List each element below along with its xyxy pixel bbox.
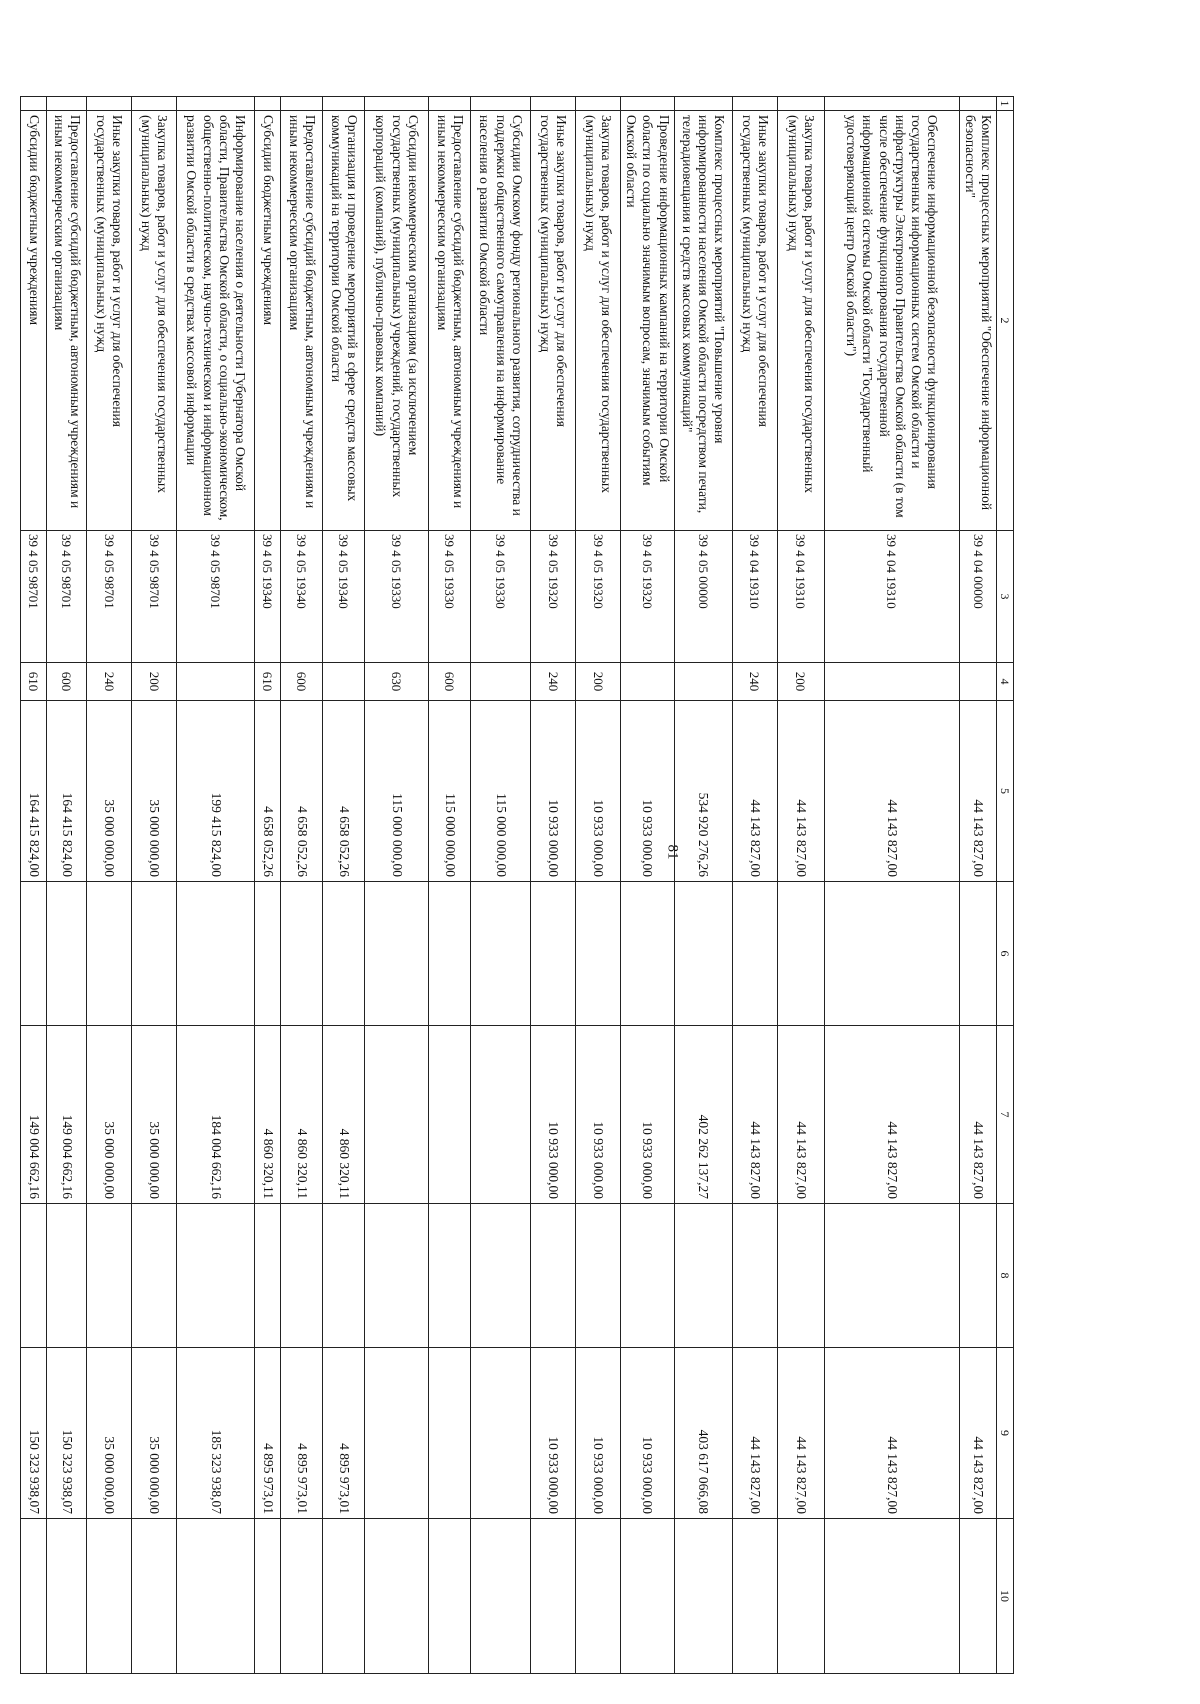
row-classification-code: 39 4 05 19340 — [255, 531, 281, 663]
row-name: Иные закупки товаров, работ и услуг для обеспечения государственных (муниципальных) нужд — [87, 111, 132, 531]
row-expense-type — [177, 663, 255, 701]
row-name: Предоставление субсидий бюджетным, автономным учреждениям и иным некоммерческим организациям — [47, 111, 87, 531]
row-col1-cell — [531, 97, 576, 111]
table-row — [255, 97, 281, 1674]
row-name: Субсидии некоммерческим организациям (за исключением государственных (муниципальных) учреждений, государственных корпораций (компаний), публично-правовых компаний) — [365, 111, 429, 531]
row-expense-type: 200 — [777, 663, 824, 701]
row-classification-code: 39 4 04 19310 — [777, 531, 824, 663]
row-classification-code: 39 4 05 19340 — [323, 531, 365, 663]
row-col1-cell — [824, 97, 959, 111]
row-amount-col9: 44 143 827,00 — [824, 1348, 959, 1519]
row-amount-col10 — [959, 1519, 996, 1674]
row-amount-col7: 44 143 827,00 — [777, 1026, 824, 1204]
row-col1-cell — [177, 97, 255, 111]
row-name: Комплекс процессных мероприятий "Обеспечение информационной безопасности" — [959, 111, 996, 531]
row-amount-col8 — [429, 1204, 471, 1348]
row-amount-col10 — [281, 1519, 323, 1674]
header-row — [997, 97, 1014, 1674]
table-row — [824, 97, 959, 1674]
row-amount-col6 — [47, 882, 87, 1026]
row-expense-type: 600 — [429, 663, 471, 701]
table-row — [429, 97, 471, 1674]
table-row — [621, 97, 675, 1674]
row-amount-col8 — [281, 1204, 323, 1348]
row-amount-col5: 115 000 000,00 — [429, 701, 471, 882]
row-amount-col6 — [429, 882, 471, 1026]
table-row — [132, 97, 177, 1674]
row-amount-col7: 184 004 662,16 — [177, 1026, 255, 1204]
row-amount-col8 — [255, 1204, 281, 1348]
row-name: Субсидии бюджетным учреждениям — [255, 111, 281, 531]
row-expense-type: 610 — [21, 663, 47, 701]
row-amount-col5: 35 000 000,00 — [87, 701, 132, 882]
row-name: Закупка товаров, работ и услуг для обеспечения государственных (муниципальных) нужд — [132, 111, 177, 531]
row-col1-cell — [674, 97, 732, 111]
row-amount-col6 — [674, 882, 732, 1026]
row-amount-col10 — [323, 1519, 365, 1674]
table-row — [777, 97, 824, 1674]
row-amount-col9: 35 000 000,00 — [132, 1348, 177, 1519]
row-amount-col8 — [47, 1204, 87, 1348]
row-name: Информирование населения о деятельности Губернатора Омской области, Правительства Омской области, о социально-экономическом, общественно-политическом, научно-техническом и информационном развитии Омской области в средствах массовой информации — [177, 111, 255, 531]
row-amount-col10 — [132, 1519, 177, 1674]
row-expense-type — [674, 663, 732, 701]
row-amount-col9: 10 933 000,00 — [531, 1348, 576, 1519]
table-header — [997, 97, 1014, 1674]
row-classification-code: 39 4 05 00000 — [674, 531, 732, 663]
row-classification-code: 39 4 05 19330 — [471, 531, 531, 663]
row-amount-col6 — [323, 882, 365, 1026]
row-name: Предоставление субсидий бюджетным, автономным учреждениям и иным некоммерческим организациям — [281, 111, 323, 531]
row-expense-type: 610 — [255, 663, 281, 701]
row-amount-col9: 4 895 973,01 — [255, 1348, 281, 1519]
row-amount-col8 — [732, 1204, 777, 1348]
column-header-2: 2 — [997, 111, 1014, 531]
row-amount-col5: 10 933 000,00 — [531, 701, 576, 882]
row-amount-col10 — [177, 1519, 255, 1674]
row-amount-col9 — [429, 1348, 471, 1519]
table-row — [365, 97, 429, 1674]
table-row — [87, 97, 132, 1674]
row-amount-col7: 10 933 000,00 — [621, 1026, 675, 1204]
table-row — [959, 97, 996, 1674]
column-header-5: 5 — [997, 701, 1014, 882]
row-classification-code: 39 4 04 00000 — [959, 531, 996, 663]
row-amount-col5: 4 658 052,26 — [255, 701, 281, 882]
page-number: 81 — [664, 844, 681, 860]
row-col1-cell — [429, 97, 471, 111]
table-row — [674, 97, 732, 1674]
row-name: Комплекс процессных мероприятий "Повышение уровня информированности населения Омской области посредством печати, телерадиовещания и средств массовых коммуникаций" — [674, 111, 732, 531]
row-amount-col7: 35 000 000,00 — [132, 1026, 177, 1204]
row-col1-cell — [471, 97, 531, 111]
row-amount-col5: 35 000 000,00 — [132, 701, 177, 882]
row-col1-cell — [281, 97, 323, 111]
row-classification-code: 39 4 05 19320 — [576, 531, 621, 663]
row-col1-cell — [323, 97, 365, 111]
column-header-8: 8 — [997, 1204, 1014, 1348]
row-amount-col7: 149 004 662,16 — [21, 1026, 47, 1204]
row-name: Предоставление субсидий бюджетным, автономным учреждениям и иным некоммерческим организациям — [429, 111, 471, 531]
row-name: Обеспечение информационной безопасности функционирования государственных информационных систем Омской области и инфраструктуры Электронного Правительства Омской области (в том числе обеспечение функционирования государственной информационной системы Омской области "Государственный удостоверяющий центр Омской области") — [824, 111, 959, 531]
table-row — [471, 97, 531, 1674]
row-amount-col7: 44 143 827,00 — [959, 1026, 996, 1204]
row-amount-col6 — [87, 882, 132, 1026]
row-amount-col9 — [365, 1348, 429, 1519]
row-classification-code: 39 4 05 19320 — [531, 531, 576, 663]
row-amount-col9: 44 143 827,00 — [959, 1348, 996, 1519]
row-amount-col8 — [824, 1204, 959, 1348]
row-amount-col5: 4 658 052,26 — [281, 701, 323, 882]
row-amount-col8 — [21, 1204, 47, 1348]
row-amount-col8 — [365, 1204, 429, 1348]
row-amount-col10 — [471, 1519, 531, 1674]
column-header-6: 6 — [997, 882, 1014, 1026]
row-amount-col9: 4 895 973,01 — [281, 1348, 323, 1519]
row-amount-col9: 150 323 938,07 — [21, 1348, 47, 1519]
row-expense-type: 200 — [132, 663, 177, 701]
row-amount-col6 — [471, 882, 531, 1026]
row-expense-type — [824, 663, 959, 701]
row-amount-col6 — [177, 882, 255, 1026]
table-row — [177, 97, 255, 1674]
row-amount-col9 — [471, 1348, 531, 1519]
row-amount-col10 — [777, 1519, 824, 1674]
row-amount-col10 — [576, 1519, 621, 1674]
row-amount-col9: 10 933 000,00 — [621, 1348, 675, 1519]
row-amount-col8 — [576, 1204, 621, 1348]
row-amount-col10 — [531, 1519, 576, 1674]
row-amount-col7: 44 143 827,00 — [824, 1026, 959, 1204]
table-body — [21, 97, 997, 1674]
row-name: Организация и проведение мероприятий в сфере средств массовых коммуникаций на территории Омской области — [323, 111, 365, 531]
row-amount-col9: 403 617 066,08 — [674, 1348, 732, 1519]
row-classification-code: 39 4 05 98701 — [21, 531, 47, 663]
row-col1-cell — [732, 97, 777, 111]
row-amount-col10 — [824, 1519, 959, 1674]
row-amount-col5: 115 000 000,00 — [471, 701, 531, 882]
table-row — [732, 97, 777, 1674]
column-header-7: 7 — [997, 1026, 1014, 1204]
row-amount-col8 — [471, 1204, 531, 1348]
row-amount-col5: 44 143 827,00 — [959, 701, 996, 882]
row-amount-col6 — [281, 882, 323, 1026]
row-amount-col6 — [365, 882, 429, 1026]
row-expense-type — [471, 663, 531, 701]
row-amount-col5: 44 143 827,00 — [824, 701, 959, 882]
row-expense-type: 600 — [47, 663, 87, 701]
row-name: Иные закупки товаров, работ и услуг для обеспечения государственных (муниципальных) нужд — [531, 111, 576, 531]
row-classification-code: 39 4 05 98701 — [132, 531, 177, 663]
row-amount-col10 — [21, 1519, 47, 1674]
row-amount-col8 — [674, 1204, 732, 1348]
row-amount-col7 — [471, 1026, 531, 1204]
column-header-1: 1 — [997, 97, 1014, 111]
row-amount-col6 — [21, 882, 47, 1026]
row-expense-type: 240 — [732, 663, 777, 701]
row-expense-type: 200 — [576, 663, 621, 701]
row-classification-code: 39 4 04 19310 — [824, 531, 959, 663]
table-row — [531, 97, 576, 1674]
row-amount-col5: 534 920 276,26 — [674, 701, 732, 882]
row-name: Иные закупки товаров, работ и услуг для обеспечения государственных (муниципальных) нужд — [732, 111, 777, 531]
column-header-3: 3 — [997, 531, 1014, 663]
row-classification-code: 39 4 05 98701 — [47, 531, 87, 663]
row-classification-code: 39 4 04 19310 — [732, 531, 777, 663]
row-amount-col10 — [255, 1519, 281, 1674]
row-amount-col9: 185 323 938,07 — [177, 1348, 255, 1519]
row-expense-type — [621, 663, 675, 701]
row-col1-cell — [132, 97, 177, 111]
row-col1-cell — [47, 97, 87, 111]
row-expense-type — [323, 663, 365, 701]
row-amount-col7 — [365, 1026, 429, 1204]
row-name: Субсидии Омскому фонду регионального развития, сотрудничества и поддержки общественного самоуправления на информирование населения о развитии Омской области — [471, 111, 531, 531]
column-header-10: 10 — [997, 1519, 1014, 1674]
row-amount-col6 — [824, 882, 959, 1026]
row-col1-cell — [365, 97, 429, 111]
row-name: Проведение информационных кампаний на территории Омской области по социально значимым вопросам, значимым событиям Омской области — [621, 111, 675, 531]
row-amount-col10 — [47, 1519, 87, 1674]
rotated-table-container — [26, 96, 1014, 1673]
row-amount-col9: 35 000 000,00 — [87, 1348, 132, 1519]
row-amount-col8 — [531, 1204, 576, 1348]
row-name: Закупка товаров, работ и услуг для обеспечения государственных (муниципальных) нужд — [777, 111, 824, 531]
row-amount-col8 — [959, 1204, 996, 1348]
row-amount-col7: 4 860 320,11 — [281, 1026, 323, 1204]
row-amount-col5: 164 415 824,00 — [21, 701, 47, 882]
row-expense-type: 600 — [281, 663, 323, 701]
row-amount-col10 — [87, 1519, 132, 1674]
row-expense-type: 240 — [531, 663, 576, 701]
row-amount-col8 — [177, 1204, 255, 1348]
row-amount-col10 — [429, 1519, 471, 1674]
row-amount-col9: 44 143 827,00 — [777, 1348, 824, 1519]
row-amount-col9: 10 933 000,00 — [576, 1348, 621, 1519]
row-amount-col7: 4 860 320,11 — [255, 1026, 281, 1204]
row-amount-col6 — [621, 882, 675, 1026]
row-amount-col6 — [777, 882, 824, 1026]
row-classification-code: 39 4 05 19340 — [281, 531, 323, 663]
row-amount-col5: 4 658 052,26 — [323, 701, 365, 882]
table-row — [323, 97, 365, 1674]
row-amount-col7 — [429, 1026, 471, 1204]
table-row — [21, 97, 47, 1674]
row-amount-col7: 35 000 000,00 — [87, 1026, 132, 1204]
row-amount-col5: 199 415 824,00 — [177, 701, 255, 882]
row-amount-col7: 44 143 827,00 — [732, 1026, 777, 1204]
row-amount-col6 — [531, 882, 576, 1026]
row-amount-col10 — [732, 1519, 777, 1674]
row-amount-col9: 44 143 827,00 — [732, 1348, 777, 1519]
row-amount-col6 — [732, 882, 777, 1026]
row-amount-col6 — [255, 882, 281, 1026]
row-amount-col8 — [132, 1204, 177, 1348]
row-amount-col8 — [87, 1204, 132, 1348]
row-amount-col9: 4 895 973,01 — [323, 1348, 365, 1519]
row-classification-code: 39 4 05 98701 — [177, 531, 255, 663]
row-amount-col5: 10 933 000,00 — [621, 701, 675, 882]
row-expense-type: 630 — [365, 663, 429, 701]
row-expense-type: 240 — [87, 663, 132, 701]
row-col1-cell — [21, 97, 47, 111]
row-col1-cell — [576, 97, 621, 111]
row-classification-code: 39 4 05 19330 — [365, 531, 429, 663]
row-col1-cell — [255, 97, 281, 111]
row-amount-col5: 10 933 000,00 — [576, 701, 621, 882]
column-header-9: 9 — [997, 1348, 1014, 1519]
row-col1-cell — [621, 97, 675, 111]
row-amount-col9: 150 323 938,07 — [47, 1348, 87, 1519]
row-classification-code: 39 4 05 19320 — [621, 531, 675, 663]
row-amount-col6 — [576, 882, 621, 1026]
row-name: Закупка товаров, работ и услуг для обеспечения государственных (муниципальных) нужд — [576, 111, 621, 531]
row-expense-type — [959, 663, 996, 701]
row-amount-col6 — [132, 882, 177, 1026]
row-amount-col5: 44 143 827,00 — [777, 701, 824, 882]
row-classification-code: 39 4 05 19330 — [429, 531, 471, 663]
row-amount-col7: 10 933 000,00 — [576, 1026, 621, 1204]
document-page — [26, 96, 1014, 1673]
row-amount-col8 — [621, 1204, 675, 1348]
row-amount-col8 — [323, 1204, 365, 1348]
row-col1-cell — [777, 97, 824, 111]
row-amount-col8 — [777, 1204, 824, 1348]
table-row — [47, 97, 87, 1674]
column-header-4: 4 — [997, 663, 1014, 701]
row-amount-col5: 164 415 824,00 — [47, 701, 87, 882]
row-amount-col10 — [621, 1519, 675, 1674]
row-amount-col6 — [959, 882, 996, 1026]
row-amount-col7: 402 262 137,27 — [674, 1026, 732, 1204]
row-col1-cell — [959, 97, 996, 111]
row-amount-col10 — [365, 1519, 429, 1674]
table-row — [281, 97, 323, 1674]
row-amount-col7: 10 933 000,00 — [531, 1026, 576, 1204]
row-amount-col7: 149 004 662,16 — [47, 1026, 87, 1204]
row-amount-col5: 115 000 000,00 — [365, 701, 429, 882]
row-amount-col7: 4 860 320,11 — [323, 1026, 365, 1204]
row-amount-col5: 44 143 827,00 — [732, 701, 777, 882]
row-amount-col10 — [674, 1519, 732, 1674]
table-row — [576, 97, 621, 1674]
budget-table — [20, 96, 1014, 1674]
row-classification-code: 39 4 05 98701 — [87, 531, 132, 663]
row-name: Субсидии бюджетным учреждениям — [21, 111, 47, 531]
row-col1-cell — [87, 97, 132, 111]
